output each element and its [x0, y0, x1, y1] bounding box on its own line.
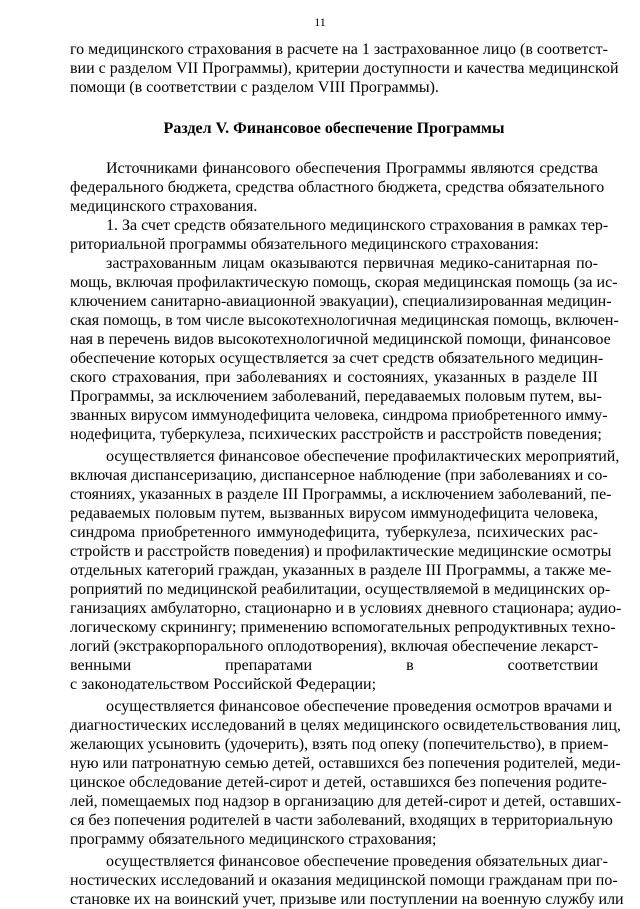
section-title: Раздел V. Финансовое обеспечение Программы	[163, 120, 505, 137]
text-line: с законодательством Российской Федерации;	[70, 676, 377, 693]
paragraph	[70, 159, 605, 216]
text-line: медицинского страхования.	[70, 198, 258, 215]
text-line: ся без попечения родителей в части заболеваний, входящих в территориальную	[70, 812, 613, 829]
text-line: Программы, за исключением заболеваний, передаваемых половым путем, вы-	[70, 388, 602, 405]
text-line: ганизациях амбулаторно, стационарно и в условиях дневного стационара; аудио-	[70, 600, 622, 617]
text-line: ную или патронатную семью детей, оставшихся без попечения родителей, меди-	[70, 755, 621, 772]
document-body	[70, 40, 624, 909]
text-line: отдельных категорий граждан, указанных в разделе III Программы, а также ме-	[70, 562, 612, 579]
text-line: осуществляется финансовое обеспечение проведения обязательных диаг-	[106, 853, 608, 870]
text-line: становке их на воинский учет, призыве или поступлении на военную службу или	[70, 891, 624, 908]
text-line: обеспечение которых осуществляется за счет средств обязательного медицин-	[70, 350, 604, 367]
text-line: роприятий по медицинской реабилитации, осуществляемой в медицинских ор-	[70, 581, 611, 598]
text-line: 1. За счет средств обязательного медицинского страхования в рамках тер-	[106, 217, 609, 234]
text-line: Источниками финансового обеспечения Программы являются средства	[106, 160, 598, 177]
text-line: ского страхования, при заболеваниях и состояниях, указанных в разделе III	[70, 369, 598, 386]
text-line: программу обязательного медицинского страхования;	[70, 831, 437, 848]
text-line: логическому скринингу; применению вспомогательных репродуктивных техно-	[70, 619, 616, 636]
text-line: риториальной программы обязательного медицинского страхования:	[70, 236, 539, 253]
text-line: лей, помещаемых под надзор в организацию для детей-сирот и детей, оставших-	[70, 793, 622, 810]
text-line: диагностических исследований в целях медицинского освидетельствования лиц,	[70, 717, 621, 734]
paragraph	[70, 254, 619, 444]
text-line: включая диспансеризацию, диспансерное наблюдение (при заболеваниях и со-	[70, 467, 608, 484]
text-line: ская помощь, в том числе высокотехнологичная медицинская помощь, включен-	[70, 312, 619, 329]
text-line: вии с разделом VII Программы), критерии доступности и качества медицинской	[70, 60, 619, 77]
text-line: званных вирусом иммунодефицита человека, синдрома приобретенного имму-	[70, 407, 608, 424]
text-line: синдрома приобретенного иммунодефицита, туберкулеза, психических рас-	[70, 524, 598, 541]
page-number: 11	[314, 15, 326, 29]
text-line: мощь, включая профилактическую помощь, скорая медицинская помощь (за ис-	[70, 274, 618, 291]
paragraph	[70, 447, 622, 694]
text-line: нодефицита, туберкулеза, психических расстройств и расстройств поведения;	[70, 426, 602, 443]
paragraph	[70, 852, 624, 909]
paragraph	[70, 697, 622, 849]
text-line: венными препаратами в соответствии	[70, 657, 598, 674]
text-line: осуществляется финансовое обеспечение профилактических мероприятий,	[106, 448, 620, 465]
text-line: логий (экстракорпорального оплодотворения), включая обеспечение лекарст-	[70, 638, 599, 655]
text-line: стройств и расстройств поведения) и профилактические медицинские осмотры	[70, 543, 612, 560]
text-line: ключением санитарно-авиационной эвакуации), специализированная медицин-	[70, 293, 612, 310]
text-line: ная в перечень видов высокотехнологичной медицинской помощи, финансовое	[70, 331, 611, 348]
intro-paragraph	[70, 40, 619, 97]
text-line: застрахованным лицам оказываются первичная медико-санитарная по-	[106, 255, 598, 272]
text-line: го медицинского страхования в расчете на 1 застрахованное лицо (в соответст-	[70, 41, 608, 58]
text-line: ностических исследований и оказания медицинской помощи гражданам при по-	[70, 872, 618, 889]
text-line: помощи (в соответствии с разделом VIII Программы).	[70, 79, 439, 96]
text-line: осуществляется финансовое обеспечение проведения осмотров врачами и	[106, 698, 613, 715]
text-line: редаваемых половым путем, вызванных вирусом иммунодефицита человека,	[70, 505, 598, 522]
text-line: федерального бюджета, средства областного бюджета, средства обязательного	[70, 179, 605, 196]
text-line: цинское обследование детей-сирот и детей, оставшихся без попечения родите-	[70, 774, 608, 791]
text-line: желающих усыновить (удочерить), взять под опеку (попечительство), в прием-	[70, 736, 609, 753]
paragraph	[70, 216, 609, 254]
text-line: стояниях, указанных в разделе III Программы, а исключением заболеваний, пе-	[70, 486, 612, 503]
